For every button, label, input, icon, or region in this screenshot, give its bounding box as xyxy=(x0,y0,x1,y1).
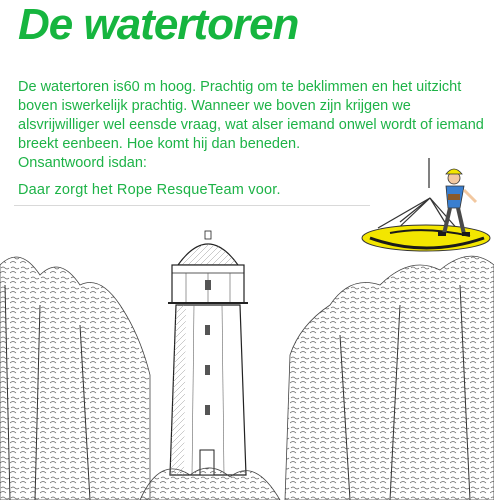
intro-paragraph: De watertoren is60 m hoog. Prachtig om te beklimmen en het uitzicht boven iswerkelijk prachtig. Wanneer we boven zijn krijgen we alsvrijwilliger wel eensde vraag, wat alser iemand onwel wordt of iemand breekt eenbeen. Hoe komt hij dan beneden. xyxy=(18,79,484,152)
page-title: De watertoren xyxy=(18,0,299,49)
water-tower-sketch xyxy=(0,225,494,500)
question-line: Onsantwoord isdan: xyxy=(18,155,147,171)
divider-line xyxy=(14,205,370,206)
answer-line: Daar zorgt het Rope ResqueTeam voor. xyxy=(18,182,281,198)
